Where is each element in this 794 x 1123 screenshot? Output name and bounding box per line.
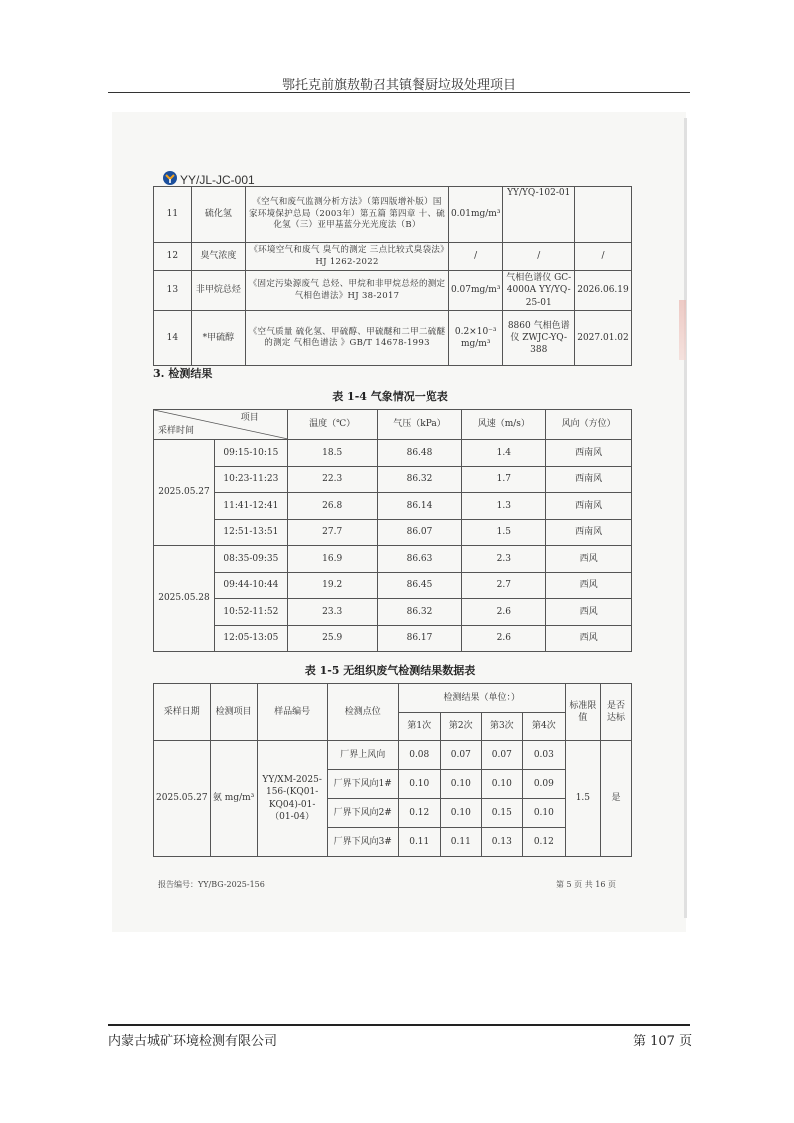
document-code: YY/JL-JC-001 [180,173,255,187]
detection-limit: / [448,243,503,271]
header-run: 第2次 [440,713,481,741]
wind-speed: 1.4 [462,440,546,467]
calibration-date: 2026.06.19 [574,271,631,311]
wind-speed: 2.6 [462,599,546,626]
result-value: 0.10 [481,770,522,799]
methods-table [153,186,632,366]
test-point: 厂界上风向 [327,741,398,770]
pressure: 86.14 [377,493,462,520]
header-item: 检测项目 [210,684,257,741]
column-header: 风速（m/s） [462,410,546,440]
result-value: 0.12 [522,828,565,857]
wind-direction: 西南风 [546,493,632,520]
pressure: 86.32 [377,466,462,493]
test-point: 厂界下风向3# [327,828,398,857]
table-header-row [154,410,632,440]
report-page-number: 第 5 页 共 16 页 [556,880,616,889]
sampling-time: 09:15-10:15 [214,440,287,467]
result-value: 0.10 [440,799,481,828]
results-table [153,683,632,857]
wind-direction: 西南风 [546,440,632,467]
scan-edge-shadow [684,118,687,918]
result-value: 0.12 [398,799,440,828]
header-date: 采样日期 [154,684,211,741]
calibration-date: 2027.01.02 [574,311,631,366]
table-row [154,311,632,366]
result-value: 0.13 [481,828,522,857]
sample-number: YY/XM-2025-156-(KQ01-KQ04)-01-（01-04） [257,741,327,857]
wind-speed: 2.3 [462,546,546,573]
wind-direction: 西风 [546,572,632,599]
sampling-time: 08:35-09:35 [214,546,287,573]
analyte-name: 非甲烷总烃 [191,271,245,311]
column-header: 气压（kPa） [377,410,462,440]
table-row [154,243,632,271]
wind-direction: 西风 [546,599,632,626]
temperature: 19.2 [287,572,377,599]
header-rule [108,92,690,93]
sampling-date: 2025.05.27 [154,741,211,857]
instrument: YY/YQ-102-01 [503,187,575,243]
result-value: 0.03 [522,741,565,770]
temperature: 27.7 [287,519,377,546]
temperature: 22.3 [287,466,377,493]
result-value: 0.10 [398,770,440,799]
table-row [154,572,632,599]
table-row [154,741,632,770]
result-value: 0.08 [398,741,440,770]
table-row [154,625,632,652]
column-header: 风向（方位） [546,410,632,440]
report-number: 报告编号：YY/BG-2025-156 [158,880,265,889]
corner-bottom-label: 采样时间 [158,425,195,436]
header-point: 检测点位 [327,684,398,741]
row-number: 14 [154,311,192,366]
temperature: 18.5 [287,440,377,467]
wind-direction: 西南风 [546,519,632,546]
analyte-name: *甲硫醇 [191,311,245,366]
result-value: 0.07 [440,741,481,770]
header-run: 第3次 [481,713,522,741]
row-number: 12 [154,243,192,271]
wind-direction: 西风 [546,625,632,652]
table-row [154,519,632,546]
sampling-time: 10:52-11:52 [214,599,287,626]
scan-red-mark [679,300,686,360]
pressure: 86.48 [377,440,462,467]
wind-speed: 1.5 [462,519,546,546]
pressure: 86.63 [377,546,462,573]
table-row [154,493,632,520]
header-limit: 标准限值 [565,684,600,741]
calibration-date: / [574,243,631,271]
sampling-time: 12:05-13:05 [214,625,287,652]
result-value: 0.10 [522,799,565,828]
analyte-name: 臭气浓度 [191,243,245,271]
test-point: 厂界下风向2# [327,799,398,828]
header-run: 第1次 [398,713,440,741]
detection-limit: 0.07mg/m³ [448,271,503,311]
header-result: 检测结果（单位：） [398,684,565,713]
sampling-time: 12:51-13:51 [214,519,287,546]
result-value: 0.11 [398,828,440,857]
method-description: 《固定污染源废气 总烃、甲烷和非甲烷总烃的测定气相色谱法》HJ 38-2017 [246,271,449,311]
test-item: 氨 mg/m³ [210,741,257,857]
result-value: 0.11 [440,828,481,857]
weather-table [153,409,632,652]
row-number: 11 [154,187,192,243]
test-point: 厂界下风向1# [327,770,398,799]
table-row [154,271,632,311]
method-description: 《空气质量 硫化氢、甲硫醇、甲硫醚和二甲二硫醚的测定 气相色谱法 》GB/T 14678-1993 [246,311,449,366]
table-row [154,466,632,493]
wind-speed: 2.6 [462,625,546,652]
wind-speed: 1.7 [462,466,546,493]
header-run: 第4次 [522,713,565,741]
pressure: 86.17 [377,625,462,652]
page-header-title: 鄂托克前旗敖勒召其镇餐厨垃圾处理项目 [281,78,516,93]
company-logo-icon [162,170,178,186]
result-value: 0.10 [440,770,481,799]
instrument: 8860 气相色谱仪 ZWJC-YQ-388 [503,311,575,366]
pressure: 86.45 [377,572,462,599]
result-value: 0.15 [481,799,522,828]
table-header-row [154,684,632,713]
compliance: 是 [600,741,631,857]
analyte-name: 硫化氢 [191,187,245,243]
method-description: 《空气和废气监测分析方法》（第四版增补版）国家环境保护总局（2003年）第五篇 第四章 十、硫化氢（三）亚甲基蓝分光光度法（B） [246,187,449,243]
wind-speed: 2.7 [462,572,546,599]
sampling-time: 09:44-10:44 [214,572,287,599]
weather-table-title: 表 1-4 气象情况一览表 [332,390,448,403]
row-number: 13 [154,271,192,311]
standard-limit: 1.5 [565,741,600,857]
results-table-title: 表 1-5 无组织废气检测结果数据表 [304,664,476,677]
pressure: 86.07 [377,519,462,546]
wind-direction: 西南风 [546,466,632,493]
temperature: 25.9 [287,625,377,652]
instrument: / [503,243,575,271]
page-number: 第 107 页 [633,1034,693,1049]
detection-limit: 0.2×10⁻³ mg/m³ [448,311,503,366]
wind-direction: 西风 [546,546,632,573]
pressure: 86.32 [377,599,462,626]
temperature: 26.8 [287,493,377,520]
header-sample: 样品编号 [257,684,327,741]
detection-limit: 0.01mg/m³ [448,187,503,243]
table-row [154,440,632,467]
wind-speed: 1.3 [462,493,546,520]
instrument: 气相色谱仪 GC-4000A YY/YQ-25-01 [503,271,575,311]
section-title: 3. 检测结果 [153,367,213,380]
method-description: 《环境空气和废气 臭气的测定 三点比较式臭袋法》HJ 1262-2022 [246,243,449,271]
header-corner-cell [154,410,288,440]
temperature: 16.9 [287,546,377,573]
corner-top-label: 项目 [240,413,259,423]
table-row [154,546,632,573]
temperature: 23.3 [287,599,377,626]
sampling-date: 2025.05.27 [154,440,215,546]
result-value: 0.09 [522,770,565,799]
table-row [154,187,632,243]
column-header: 温度（℃） [287,410,377,440]
result-value: 0.07 [481,741,522,770]
sampling-time: 11:41-12:41 [214,493,287,520]
sampling-date: 2025.05.28 [154,546,215,652]
calibration-date [574,187,631,243]
table-row [154,599,632,626]
company-name: 内蒙古城矿环境检测有限公司 [108,1034,278,1049]
sampling-time: 10:23-11:23 [214,466,287,493]
footer-rule [108,1024,690,1026]
header-pass: 是否达标 [600,684,631,741]
